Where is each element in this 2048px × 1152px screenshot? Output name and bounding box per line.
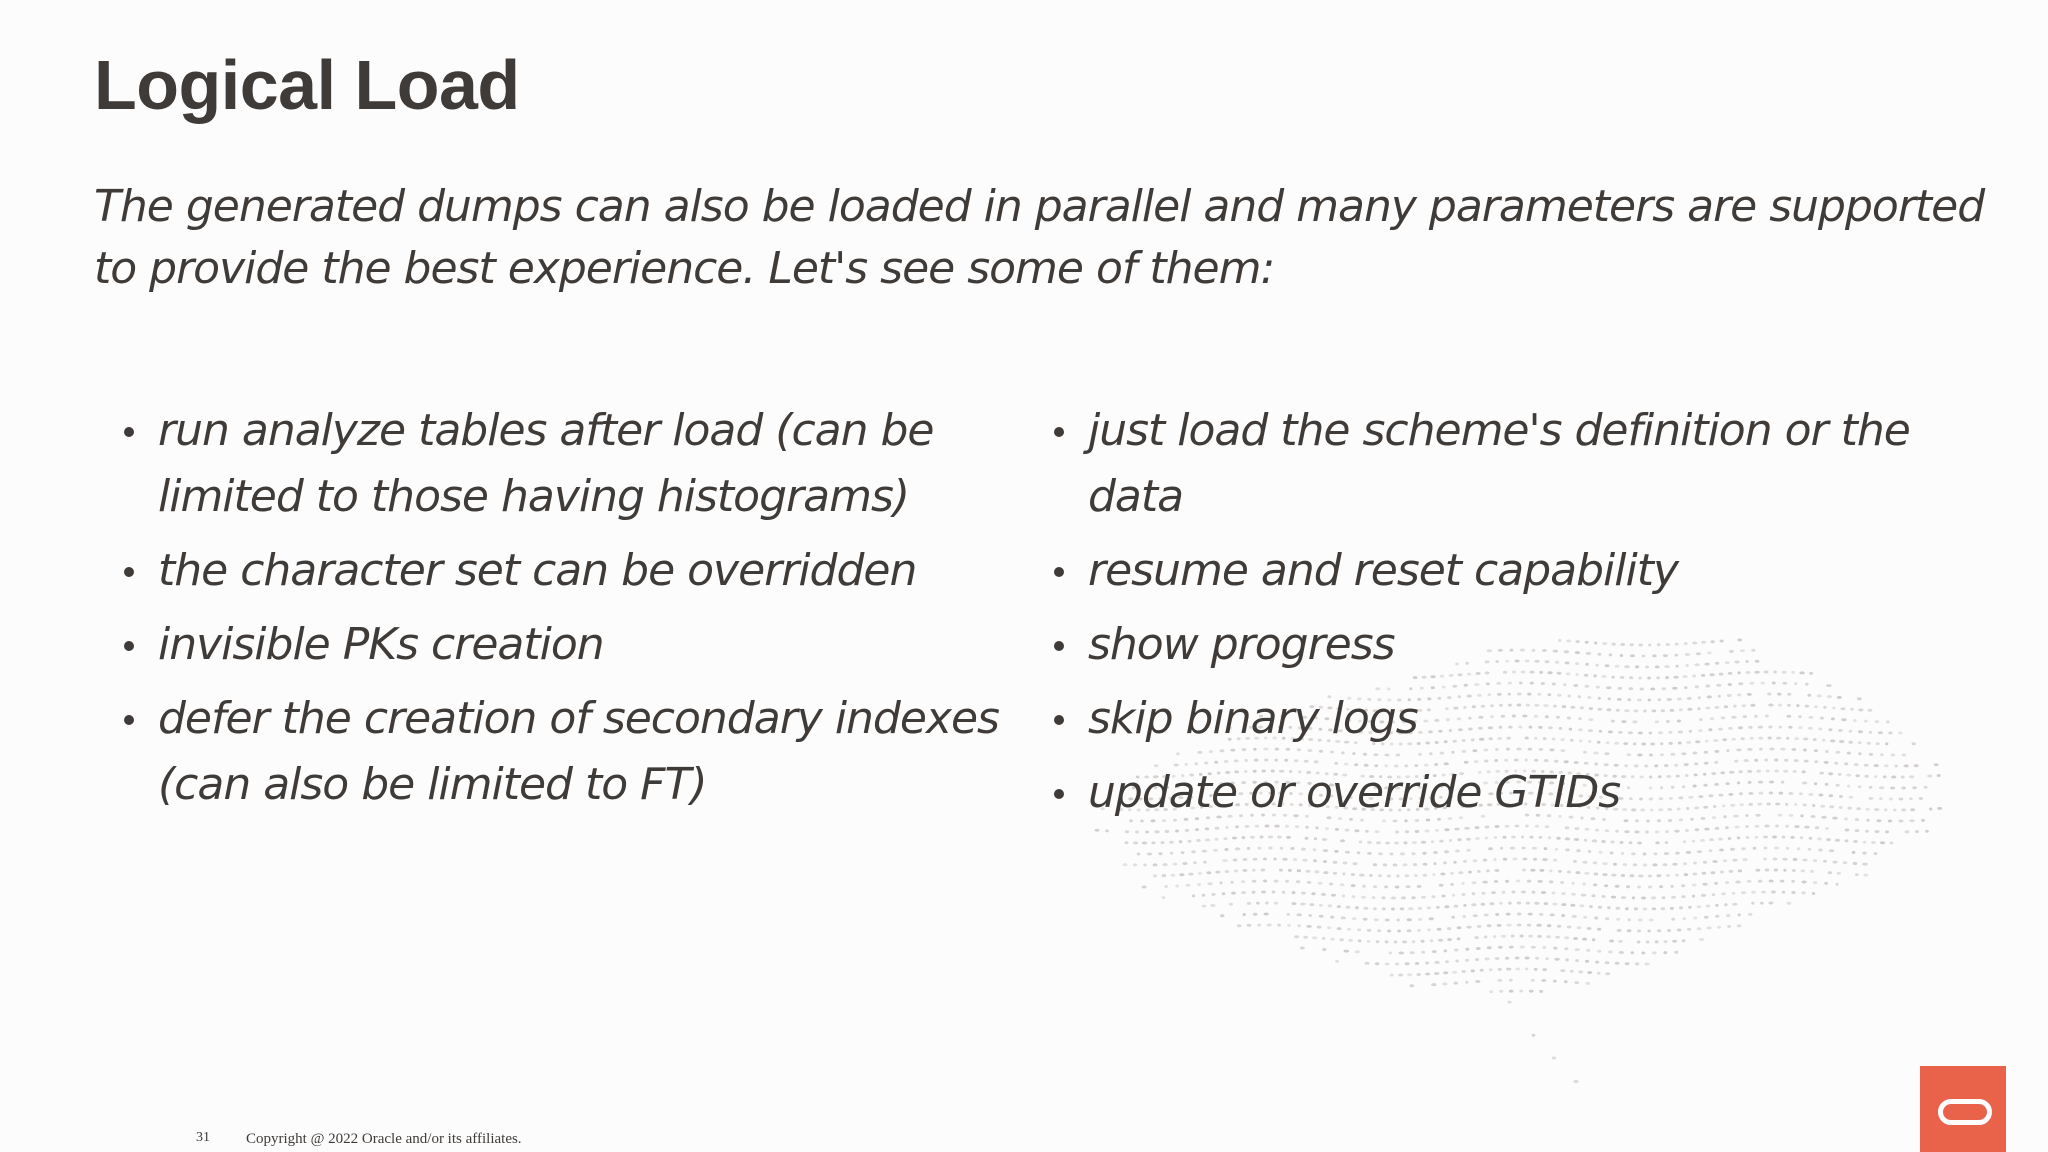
bullet-dot-icon — [124, 567, 134, 577]
bullet-dot-icon — [1054, 567, 1064, 577]
list-item — [1050, 760, 1950, 826]
oracle-ring-icon — [1938, 1099, 1992, 1125]
bullet-dot-icon — [1054, 641, 1064, 651]
slide-title: Logical Load — [94, 46, 520, 124]
list-item-text: just load the scheme's definition or the data — [1088, 405, 1910, 522]
list-item-text: resume and reset capability — [1088, 545, 1678, 596]
bullet-dot-icon — [1054, 715, 1064, 725]
bullet-dot-icon — [124, 715, 134, 725]
list-item — [1050, 686, 1950, 752]
list-item-text: skip binary logs — [1088, 693, 1418, 744]
page-number: 31 — [196, 1130, 210, 1145]
list-item — [1050, 538, 1950, 604]
oracle-logo-icon — [1920, 1066, 2006, 1152]
list-item — [1050, 612, 1950, 678]
bullet-dot-icon — [124, 427, 134, 437]
bullet-dot-icon — [124, 641, 134, 651]
list-item-text: defer the creation of secondary indexes (can also be limited to FT) — [158, 693, 999, 810]
list-item-text: update or override GTIDs — [1088, 767, 1621, 818]
bullet-dot-icon — [1054, 789, 1064, 799]
left-bullet-list — [120, 398, 1020, 826]
list-item — [120, 612, 1020, 678]
list-item-text: show progress — [1088, 619, 1395, 670]
intro-paragraph: The generated dumps can also be loaded in parallel and many parameters are supported to provide the best experience. Let's see some of them: — [94, 181, 1985, 294]
list-item — [120, 398, 1020, 530]
list-item-text: run analyze tables after load (can be limited to those having histograms) — [158, 405, 934, 522]
right-bullet-list — [1050, 398, 1950, 834]
list-item-text: the character set can be overridden — [158, 545, 917, 596]
list-item — [120, 686, 1020, 818]
list-item — [1050, 398, 1950, 530]
copyright-notice: Copyright @ 2022 Oracle and/or its affiliates. — [246, 1131, 522, 1147]
list-item-text: invisible PKs creation — [158, 619, 604, 670]
bullet-dot-icon — [1054, 427, 1064, 437]
list-item — [120, 538, 1020, 604]
